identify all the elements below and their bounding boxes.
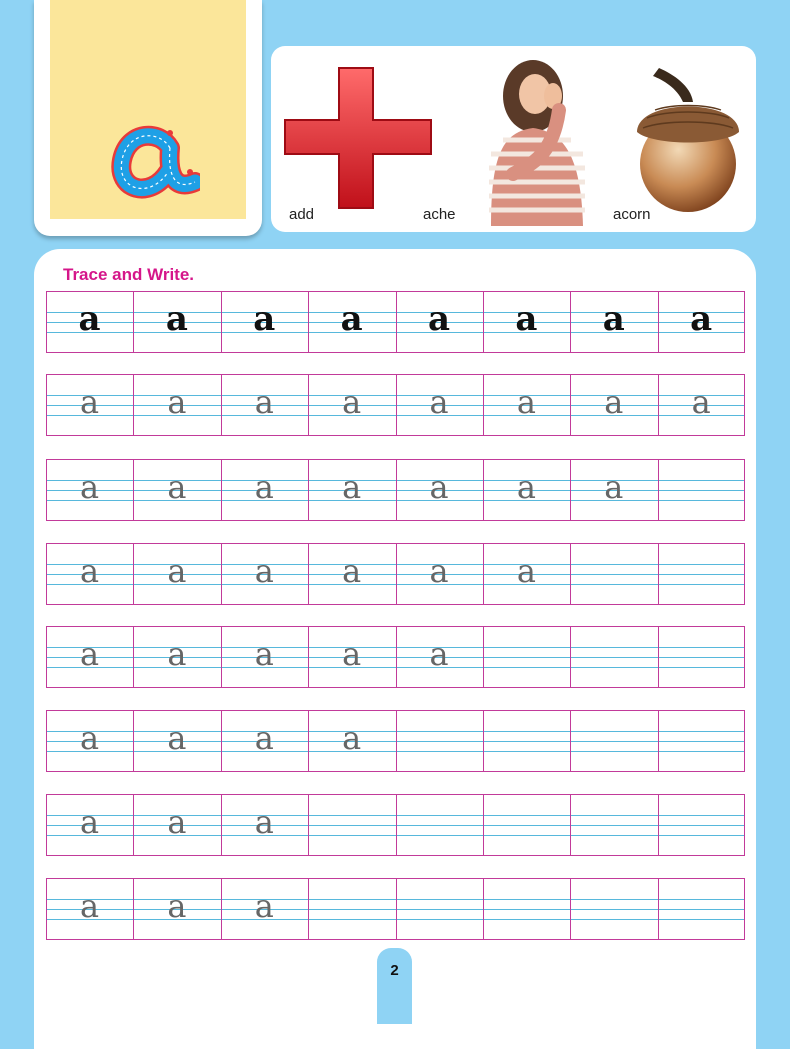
trace-letter: a — [690, 299, 713, 339]
trace-cell — [133, 291, 220, 353]
trace-letter: a — [342, 468, 362, 506]
trace-letter: a — [79, 719, 100, 757]
trace-cell — [570, 291, 657, 353]
trace-cell — [133, 710, 220, 772]
trace-cell — [221, 710, 308, 772]
trace-cell — [221, 291, 308, 353]
big-letter-a-icon — [100, 100, 200, 210]
picture-label-ache: ache — [423, 206, 456, 223]
trace-letter: a — [167, 719, 187, 757]
trace-letter: a — [167, 383, 187, 421]
picture-label-acorn: acorn — [613, 206, 651, 223]
trace-letter: a — [79, 887, 100, 925]
write-cell[interactable] — [570, 543, 657, 605]
writing-row — [46, 291, 745, 353]
picture-label-add: add — [289, 206, 315, 223]
trace-letter: a — [340, 299, 363, 339]
writing-row — [46, 794, 745, 856]
trace-cell — [483, 291, 570, 353]
plus-icon — [283, 66, 433, 211]
acorn-photo — [633, 64, 743, 216]
trace-letter: a — [254, 719, 274, 757]
letter-card — [34, 0, 262, 236]
write-cell[interactable] — [483, 794, 570, 856]
trace-letter: a — [342, 719, 362, 757]
trace-cell — [133, 878, 220, 940]
trace-letter: a — [429, 468, 449, 506]
trace-letter: a — [429, 635, 449, 673]
trace-letter: a — [516, 383, 536, 421]
trace-cell — [46, 794, 133, 856]
writing-row — [46, 459, 745, 521]
trace-letter: a — [253, 299, 276, 339]
trace-cell — [396, 459, 483, 521]
trace-cell — [46, 543, 133, 605]
trace-letter: a — [254, 803, 274, 841]
trace-cell — [221, 794, 308, 856]
page-number-tab — [377, 948, 412, 1024]
trace-cell — [483, 543, 570, 605]
write-cell[interactable] — [658, 626, 745, 688]
trace-letter: a — [79, 803, 100, 841]
write-cell[interactable] — [658, 878, 745, 940]
trace-cell — [396, 543, 483, 605]
trace-letter: a — [79, 635, 100, 673]
trace-letter: a — [604, 383, 624, 421]
trace-cell — [46, 374, 133, 436]
trace-cell — [308, 291, 395, 353]
trace-letter: a — [429, 383, 449, 421]
write-cell[interactable] — [483, 878, 570, 940]
trace-cell — [46, 878, 133, 940]
write-cell[interactable] — [308, 878, 395, 940]
trace-cell — [133, 626, 220, 688]
trace-cell — [483, 374, 570, 436]
worksheet-title: Trace and Write. — [63, 265, 195, 284]
trace-cell — [308, 626, 395, 688]
page-number: 2 — [390, 962, 399, 979]
trace-letter: a — [79, 552, 100, 590]
write-cell[interactable] — [658, 710, 745, 772]
trace-cell — [396, 626, 483, 688]
write-cell[interactable] — [570, 710, 657, 772]
writing-row — [46, 543, 745, 605]
trace-letter: a — [604, 468, 624, 506]
write-cell[interactable] — [396, 794, 483, 856]
write-cell[interactable] — [570, 794, 657, 856]
trace-cell — [221, 878, 308, 940]
trace-letter: a — [254, 383, 274, 421]
trace-letter: a — [167, 468, 187, 506]
write-cell[interactable] — [658, 543, 745, 605]
trace-cell — [46, 710, 133, 772]
trace-letter: a — [79, 468, 100, 506]
trace-cell — [308, 459, 395, 521]
trace-cell — [133, 459, 220, 521]
trace-letter: a — [167, 552, 187, 590]
write-cell[interactable] — [396, 710, 483, 772]
write-cell[interactable] — [396, 878, 483, 940]
trace-cell — [396, 291, 483, 353]
woman-ache-photo — [483, 54, 589, 226]
trace-letter: a — [254, 468, 274, 506]
trace-letter: a — [427, 299, 451, 339]
write-cell[interactable] — [658, 459, 745, 521]
trace-cell — [46, 459, 133, 521]
trace-letter: a — [342, 552, 362, 590]
trace-letter: a — [342, 383, 362, 421]
write-cell[interactable] — [483, 710, 570, 772]
trace-letter: a — [516, 468, 536, 506]
trace-letter: a — [254, 887, 274, 925]
trace-cell — [658, 291, 745, 353]
trace-cell — [308, 374, 395, 436]
trace-letter: a — [165, 299, 188, 339]
trace-letter: a — [691, 383, 711, 421]
trace-cell — [133, 794, 220, 856]
trace-cell — [133, 374, 220, 436]
trace-cell — [46, 626, 133, 688]
trace-letter: a — [167, 635, 187, 673]
trace-cell — [46, 291, 133, 353]
trace-cell — [133, 543, 220, 605]
writing-row — [46, 374, 745, 436]
write-cell[interactable] — [570, 626, 657, 688]
trace-cell — [396, 374, 483, 436]
trace-letter: a — [78, 299, 101, 339]
trace-cell — [221, 626, 308, 688]
trace-letter: a — [429, 552, 449, 590]
write-cell[interactable] — [483, 626, 570, 688]
trace-cell — [570, 459, 657, 521]
trace-cell — [570, 374, 657, 436]
trace-letter: a — [254, 552, 274, 590]
trace-letter: a — [602, 299, 625, 339]
write-cell[interactable] — [308, 794, 395, 856]
write-cell[interactable] — [658, 794, 745, 856]
trace-letter: a — [515, 299, 538, 339]
trace-cell — [308, 710, 395, 772]
trace-cell — [221, 543, 308, 605]
trace-cell — [658, 374, 745, 436]
trace-cell — [221, 374, 308, 436]
write-cell[interactable] — [570, 878, 657, 940]
trace-cell — [221, 459, 308, 521]
writing-row — [46, 710, 745, 772]
trace-letter: a — [167, 803, 187, 841]
writing-row — [46, 878, 745, 940]
pictures-card — [271, 46, 756, 232]
trace-letter: a — [342, 635, 362, 673]
trace-letter: a — [79, 383, 100, 421]
writing-row — [46, 626, 745, 688]
trace-letter: a — [167, 887, 187, 925]
trace-letter: a — [254, 635, 274, 673]
trace-cell — [308, 543, 395, 605]
trace-cell — [483, 459, 570, 521]
letter-panel — [50, 0, 246, 219]
trace-letter: a — [516, 552, 536, 590]
